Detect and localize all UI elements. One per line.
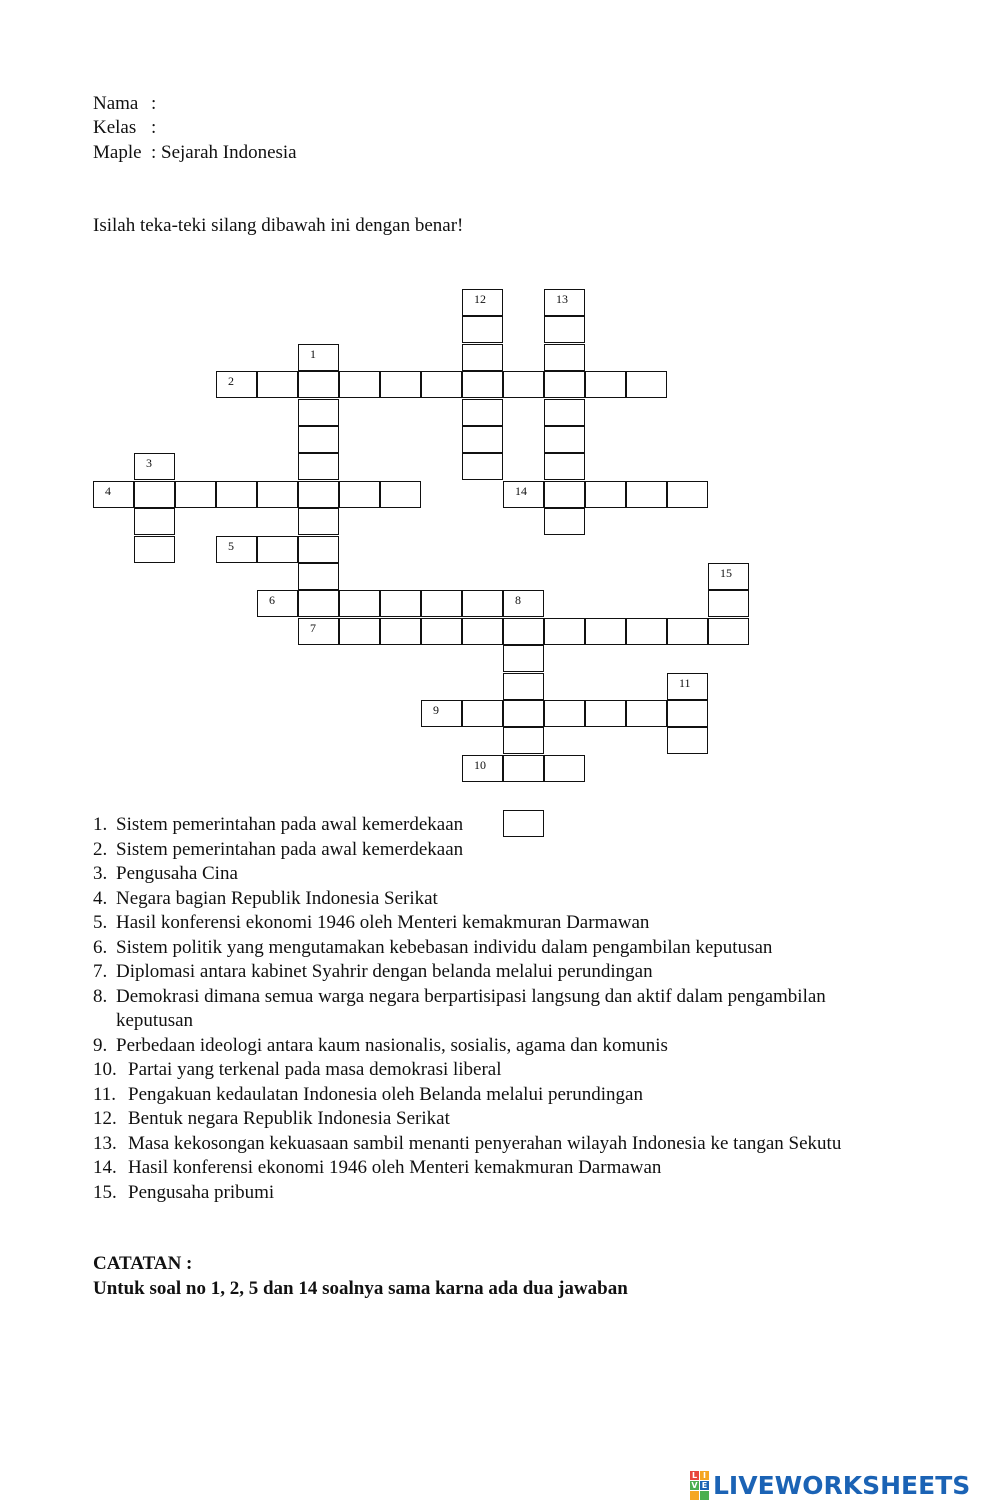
clue-number: 1.	[93, 814, 108, 835]
crossword-cell-number: 4	[105, 483, 111, 498]
clue-text: Sistem politik yang mengutamakan kebebasan individu dalam pengambilan keputusan	[116, 936, 773, 958]
clue-list	[93, 813, 893, 1205]
crossword-cell[interactable]	[544, 399, 585, 426]
crossword-cell[interactable]	[298, 536, 339, 563]
clue-number: 15.	[93, 1181, 117, 1203]
nama-label: Nama	[93, 93, 139, 114]
crossword-cell[interactable]	[585, 371, 626, 398]
crossword-cell[interactable]	[216, 536, 257, 563]
crossword-cell[interactable]	[667, 481, 708, 508]
clue-text: Masa kekosongan kekuasaan sambil menanti penyerahan wilayah Indonesia ke tangan Sekutu	[128, 1132, 842, 1154]
crossword-cell[interactable]	[503, 618, 544, 645]
clue-number: 9.	[93, 1034, 108, 1056]
crossword-cell[interactable]	[380, 590, 421, 617]
clue-text: Sistem pemerintahan pada awal kemerdekaan	[116, 814, 464, 835]
kelas-value: :	[151, 117, 157, 138]
clue-item	[93, 813, 893, 838]
nama-row	[93, 93, 156, 115]
crossword-cell[interactable]	[134, 481, 175, 508]
kelas-label: Kelas	[93, 117, 137, 138]
crossword-cell[interactable]	[544, 508, 585, 535]
crossword-cell[interactable]	[380, 371, 421, 398]
crossword-cell[interactable]	[462, 453, 503, 480]
clue-text: Pengusaha Cina	[116, 863, 238, 884]
crossword-cell[interactable]	[298, 399, 339, 426]
clue-number: 14.	[93, 1157, 117, 1178]
clue-item	[93, 911, 893, 936]
crossword-cell[interactable]	[544, 371, 585, 398]
crossword-cell[interactable]	[339, 618, 380, 645]
clue-item	[93, 1083, 893, 1108]
crossword-cell[interactable]	[462, 755, 503, 782]
crossword-cell[interactable]	[421, 700, 462, 727]
clue-number: 6.	[93, 936, 108, 958]
note-title: CATATAN :	[93, 1253, 193, 1274]
crossword-cell[interactable]	[421, 590, 462, 617]
crossword-cell[interactable]	[339, 590, 380, 617]
crossword-cell[interactable]	[462, 289, 503, 316]
crossword-cell[interactable]	[462, 344, 503, 371]
crossword-cell[interactable]	[298, 563, 339, 590]
nama-value: :	[151, 93, 157, 114]
crossword-cell[interactable]	[544, 481, 585, 508]
crossword-cell-number: 13	[556, 292, 568, 306]
crossword-cell[interactable]	[93, 481, 134, 508]
crossword-cell-number: 11	[679, 675, 691, 690]
crossword-cell[interactable]	[462, 426, 503, 453]
crossword-cell[interactable]	[667, 727, 708, 754]
crossword-cell[interactable]	[380, 618, 421, 645]
crossword-cell[interactable]	[339, 481, 380, 508]
clue-item	[93, 985, 893, 1034]
crossword-cell[interactable]	[462, 371, 503, 398]
crossword-cell[interactable]	[134, 508, 175, 535]
clue-number: 4.	[93, 887, 108, 909]
kelas-row	[93, 117, 156, 139]
clue-number: 10.	[93, 1059, 117, 1080]
clue-item	[93, 838, 893, 863]
maple-label: Maple	[93, 142, 142, 163]
clue-number: 7.	[93, 961, 108, 982]
crossword-cell[interactable]	[626, 618, 667, 645]
clue-text: Diplomasi antara kabinet Syahrir dengan belanda melalui perundingan	[116, 961, 653, 982]
crossword-cell-number: 1	[310, 346, 316, 361]
crossword-cell[interactable]	[626, 700, 667, 727]
clue-text: Hasil konferensi ekonomi 1946 oleh Menteri kemakmuran Darmawan	[128, 1157, 662, 1178]
crossword-cell[interactable]	[216, 371, 257, 398]
crossword-cell[interactable]	[298, 371, 339, 398]
crossword-cell[interactable]	[298, 508, 339, 535]
clue-item	[93, 887, 893, 912]
clue-text: Bentuk negara Republik Indonesia Serikat	[128, 1108, 450, 1129]
crossword-cell[interactable]	[585, 481, 626, 508]
clue-number: 3.	[93, 863, 108, 884]
crossword-cell[interactable]	[667, 618, 708, 645]
crossword-cell[interactable]	[503, 371, 544, 398]
crossword-cell[interactable]	[503, 700, 544, 727]
logo-mark-letter: E	[701, 1480, 708, 1490]
crossword-cell[interactable]	[503, 673, 544, 700]
clue-text: Pengusaha pribumi	[128, 1181, 275, 1203]
note-body: Untuk soal no 1, 2, 5 dan 14 soalnya sama karna ada dua jawaban	[93, 1278, 628, 1299]
crossword-cell[interactable]	[257, 536, 298, 563]
crossword-cell[interactable]	[544, 755, 585, 782]
crossword-cell[interactable]	[339, 371, 380, 398]
crossword-cell[interactable]	[462, 590, 503, 617]
clue-item	[93, 1181, 893, 1206]
crossword-cell[interactable]	[503, 481, 544, 508]
crossword-cell-number: 9	[433, 703, 439, 717]
crossword-cell[interactable]	[544, 426, 585, 453]
crossword-cell[interactable]	[503, 590, 544, 617]
crossword-cell[interactable]	[462, 316, 503, 343]
crossword-cell[interactable]	[134, 453, 175, 480]
crossword-cell-number: 6	[269, 593, 275, 608]
liveworksheets-mark-icon	[690, 1471, 709, 1500]
clue-number: 11.	[93, 1083, 117, 1105]
clue-item	[93, 1058, 893, 1083]
crossword-cell[interactable]	[298, 426, 339, 453]
maple-row	[93, 142, 297, 164]
clue-item	[93, 1107, 893, 1132]
crossword-cell[interactable]	[134, 536, 175, 563]
clue-number: 12.	[93, 1108, 117, 1129]
crossword-cell[interactable]	[544, 289, 585, 316]
crossword-cell[interactable]	[175, 481, 216, 508]
clue-text: Demokrasi dimana semua warga negara berpartisipasi langsung dan aktif dalam pengambilan keputusan	[116, 985, 826, 1031]
crossword-cell[interactable]	[462, 700, 503, 727]
crossword-cell[interactable]	[708, 563, 749, 590]
crossword-cell[interactable]	[462, 399, 503, 426]
clue-number: 5.	[93, 912, 108, 933]
clue-text: Partai yang terkenal pada masa demokrasi liberal	[128, 1059, 502, 1080]
crossword-cell[interactable]	[708, 590, 749, 617]
logo-mark-letter: V	[691, 1480, 698, 1490]
crossword-cell-number: 10	[474, 757, 486, 772]
crossword-cell[interactable]	[544, 453, 585, 480]
crossword-cell[interactable]	[298, 618, 339, 645]
maple-value: : Sejarah Indonesia	[151, 142, 297, 163]
crossword-cell[interactable]	[257, 481, 298, 508]
crossword-cell[interactable]	[503, 645, 544, 672]
clue-text: Hasil konferensi ekonomi 1946 oleh Menteri kemakmuran Darmawan	[116, 912, 650, 933]
crossword-cell[interactable]	[626, 371, 667, 398]
crossword-cell[interactable]	[667, 673, 708, 700]
logo-mark-square	[700, 1491, 709, 1500]
clue-number: 8.	[93, 985, 108, 1007]
crossword-cell-number: 5	[228, 538, 234, 553]
crossword-cell[interactable]	[708, 618, 749, 645]
logo-mark-letter: I	[700, 1471, 709, 1480]
crossword-cell[interactable]	[544, 700, 585, 727]
crossword-cell-number: 2	[228, 374, 234, 389]
crossword-cell[interactable]	[667, 700, 708, 727]
logo-text: LIVEWORKSHEETS	[713, 1470, 971, 1500]
crossword-cell[interactable]	[298, 453, 339, 480]
crossword-cell-number: 7	[310, 620, 316, 635]
crossword-cell[interactable]	[462, 618, 503, 645]
clue-number: 2.	[93, 838, 108, 860]
clue-item	[93, 862, 893, 887]
clue-text: Negara bagian Republik Indonesia Serikat	[116, 887, 438, 909]
clue-number: 13.	[93, 1132, 117, 1154]
logo-mark-square	[690, 1491, 699, 1500]
clue-text: Perbedaan ideologi antara kaum nasionalis, sosialis, agama dan komunis	[116, 1034, 668, 1056]
crossword-cell[interactable]	[421, 618, 462, 645]
instruction-text: Isilah teka-teki silang dibawah ini dengan benar!	[93, 215, 464, 236]
clue-text: Pengakuan kedaulatan Indonesia oleh Belanda melalui perundingan	[128, 1083, 643, 1105]
clue-item	[93, 1156, 893, 1181]
crossword-cell[interactable]	[585, 700, 626, 727]
crossword-cell[interactable]	[544, 618, 585, 645]
crossword-cell-number: 3	[146, 456, 152, 471]
clue-item	[93, 1132, 893, 1157]
crossword-cell[interactable]	[421, 371, 462, 398]
crossword-cell[interactable]	[503, 755, 544, 782]
crossword-cell[interactable]	[216, 481, 257, 508]
crossword-cell-number: 12	[474, 292, 486, 306]
clue-item	[93, 936, 893, 961]
crossword-cell[interactable]	[380, 481, 421, 508]
crossword-cell[interactable]	[257, 590, 298, 617]
crossword-cell[interactable]	[585, 618, 626, 645]
crossword-cell[interactable]	[298, 344, 339, 371]
crossword-cell[interactable]	[298, 481, 339, 508]
crossword-cell[interactable]	[544, 316, 585, 343]
crossword-cell[interactable]	[298, 590, 339, 617]
logo-mark-letter: L	[691, 1470, 698, 1480]
crossword-cell[interactable]	[626, 481, 667, 508]
crossword-cell-number: 15	[720, 566, 732, 580]
clue-item	[93, 960, 893, 985]
crossword-cell[interactable]	[544, 344, 585, 371]
clue-item	[93, 1034, 893, 1059]
crossword-cell-number: 14	[515, 483, 527, 498]
crossword-cell-number: 8	[515, 593, 521, 608]
crossword-cell[interactable]	[503, 727, 544, 754]
clue-text: Sistem pemerintahan pada awal kemerdekaan	[116, 838, 464, 860]
crossword-cell[interactable]	[257, 371, 298, 398]
liveworksheets-logo	[690, 1470, 970, 1500]
